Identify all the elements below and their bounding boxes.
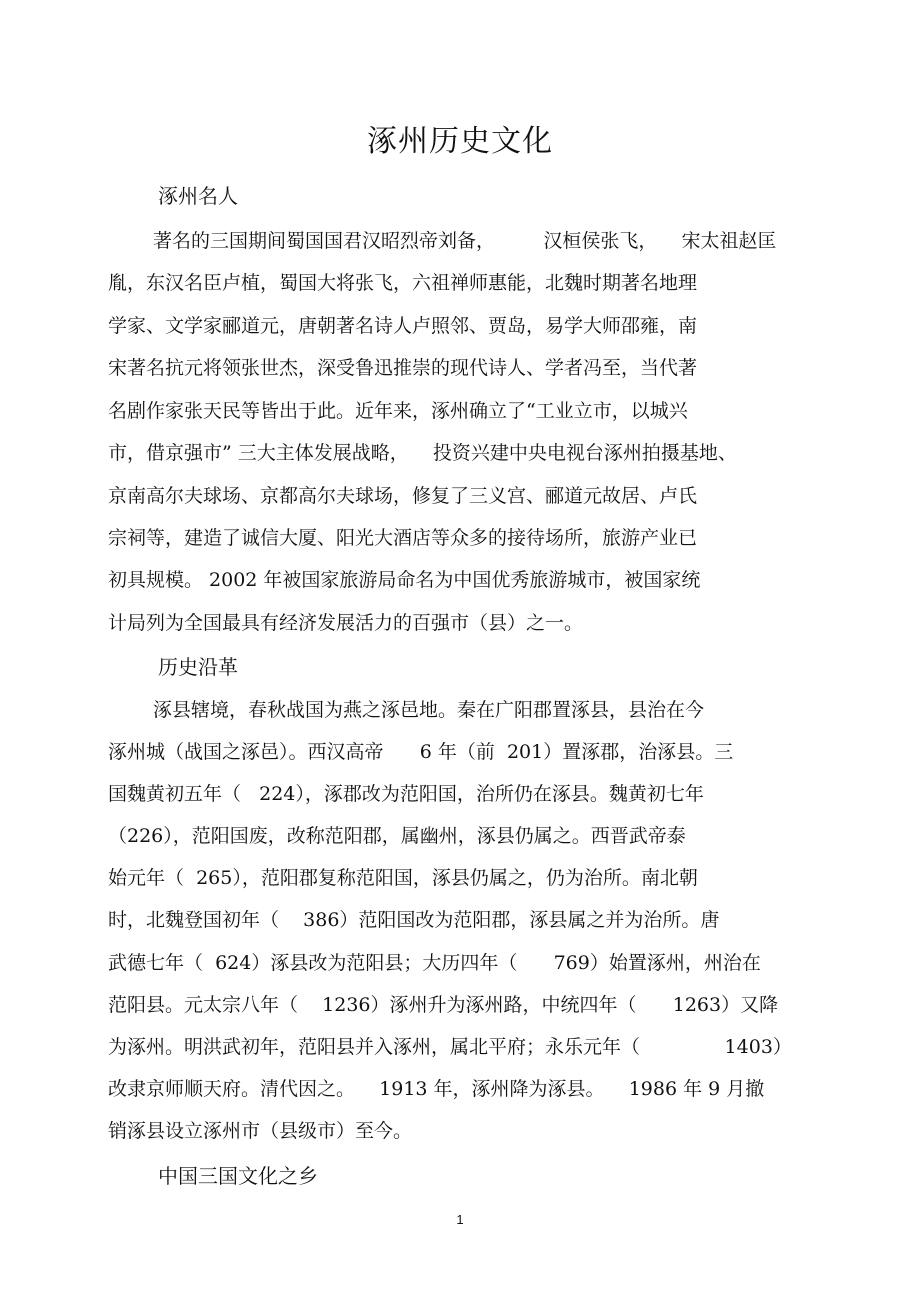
paragraph-line: 京南高尔夫球场、京都高尔夫球场，修复了三义宫、郦道元故居、卢氏 [108,485,698,507]
paragraph-line: 初具规模。 2002 年被国家旅游局命名为中国优秀旅游城市，被国家统 [108,569,701,591]
paragraph-line: 宋著名抗元将领张世杰，深受鲁迅推崇的现代诗人、学者冯至，当代著 [108,357,698,379]
paragraph-line: 学家、文学家郦道元，唐朝著名诗人卢照邻、贾岛，易学大师邵雍，南 [108,315,698,337]
page-number: 1 [456,1212,464,1227]
paragraph-line: 名剧作家张天民等皆出于此。近年来，涿州确立了“工业立市，以城兴 [108,400,688,422]
paragraph-line: 销涿县设立涿州市（县级市）至今。 [108,1120,413,1142]
paragraph-line: 国魏黄初五年（ 224），涿郡改为范阳国，治所仍在涿县。魏黄初七年 [108,783,704,805]
paragraph-line: 宗祠等，建造了诚信大厦、阳光大酒店等众多的接待场所，旅游产业已 [108,527,698,549]
paragraph-line: 市，借京强市” 三大主体发展战略， 投资兴建中央电视台涿州拍摄基地、 [108,442,737,464]
paragraph-line: 著名的三国期间蜀国国君汉昭烈帝刘备， 汉桓侯张飞， 宋太祖赵匡 [153,230,777,252]
section-heading-three-kingdoms: 中国三国文化之乡 [158,1164,318,1188]
paragraph-line: 改隶京师顺天府。清代因之。 1913 年，涿州降为涿县。 1986 年 9 月撤 [108,1078,765,1100]
paragraph-line: 计局列为全国最具有经济发展活力的百强市（县）之一。 [108,612,584,634]
page-title: 涿州历史文化 [367,124,553,159]
paragraph-line: 范阳县。元太宗八年（ 1236）涿州升为涿州路，中统四年（ 1263）又降 [108,994,779,1016]
paragraph-line: 涿州城（战国之涿邑）。西汉高帝 6 年（前 201）置涿郡，治涿县。三 [108,741,734,763]
section-heading-history: 历史沿革 [158,655,238,679]
paragraph-line: 始元年（ 265），范阳郡复称范阳国，涿县仍属之，仍为治所。南北朝 [108,867,698,889]
paragraph-line: 武德七年（ 624）涿县改为范阳县；大历四年（ 769）始置涿州，州治在 [108,952,761,974]
paragraph-line: 为涿州。明洪武初年，范阳县并入涿州，属北平府；永乐元年（ 1403） [108,1036,792,1058]
paragraph-line: 时，北魏登国初年（ 386）范阳国改为范阳郡，涿县属之并为治所。唐 [108,909,720,931]
section-heading-famous-people: 涿州名人 [158,184,238,208]
paragraph-line: 涿县辖境，春秋战国为燕之涿邑地。秦在广阳郡置涿县，县治在今 [153,699,705,721]
paragraph-line: （226），范阳国废，改称范阳郡，属幽州，涿县仍属之。西晋武帝泰 [108,825,686,847]
paragraph-line: 胤，东汉名臣卢植，蜀国大将张飞，六祖禅师惠能，北魏时期著名地理 [108,272,698,294]
